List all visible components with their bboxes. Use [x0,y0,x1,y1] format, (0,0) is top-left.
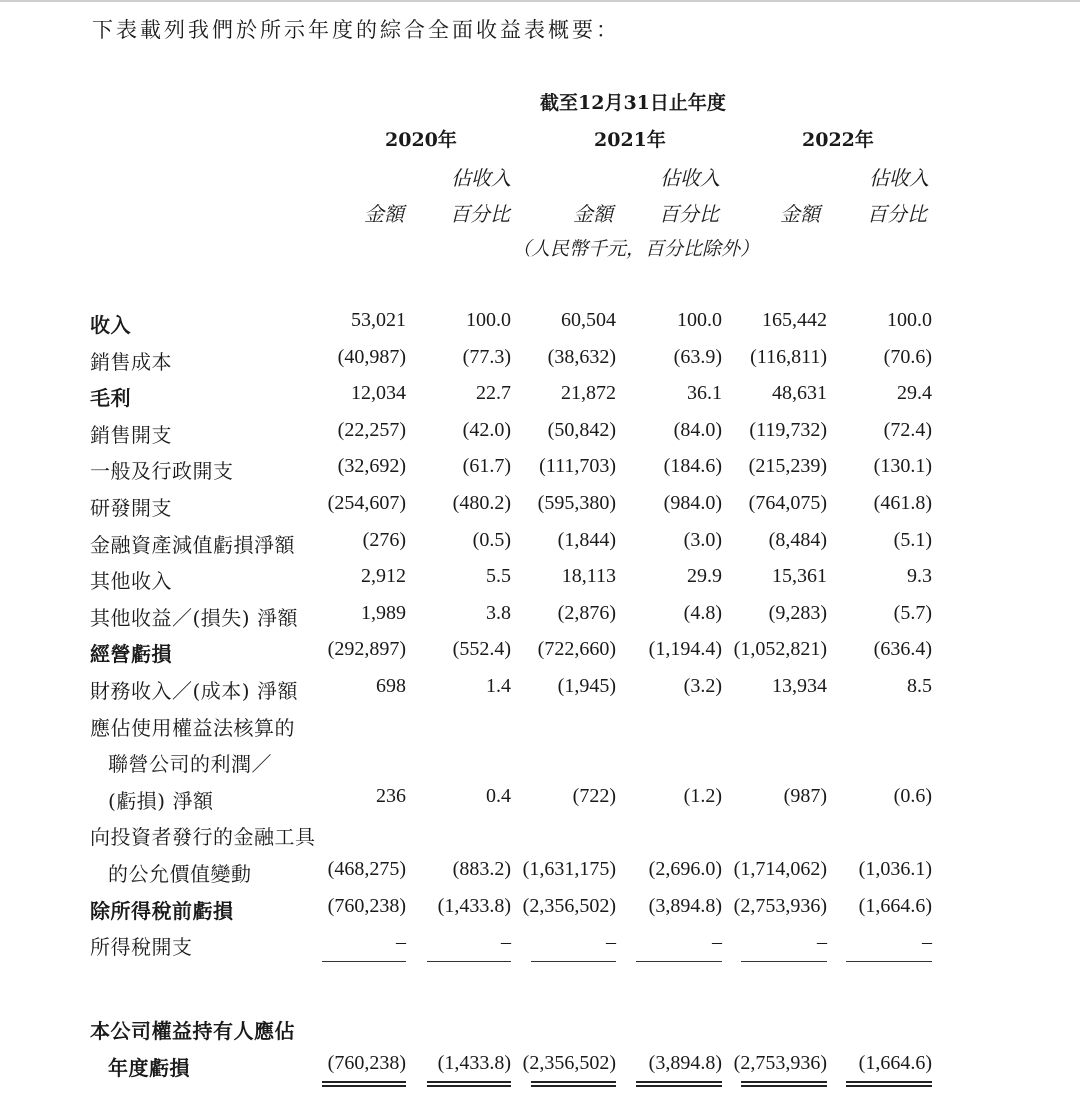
total-double-underline [741,1081,827,1087]
table-cell: (292,897) [327,638,406,661]
table-cell: (1,433.8) [437,894,511,917]
subtotal-underline [741,961,827,962]
row-label: 除所得稅前虧損 [90,898,234,923]
table-cell: (3,894.8) [648,894,722,917]
table-cell: 36.1 [687,382,722,405]
table-cell: (119,732) [749,418,827,441]
table-cell: (9,283) [768,601,827,624]
table-cell: (595,380) [537,492,616,514]
table-cell: 698 [376,675,406,697]
table-cell: (5.1) [893,528,932,551]
table-cell: (987) [783,784,827,807]
subtotal-underline [846,961,932,962]
amount-label-2022: 金額 [780,202,820,226]
pct-label2-2022: 百分比 [867,202,927,226]
amount-label-2021: 金額 [573,202,613,226]
row-label: 研發開支 [90,496,172,520]
table-cell: (636.4) [873,638,932,661]
table-cell: (1,945) [557,675,616,697]
table-cell: 18,113 [561,565,616,588]
period-header: 截至12月31日止年度 [540,92,726,114]
table-cell: (40,987) [337,345,406,368]
year-2021-header: 2021年 [594,129,666,151]
table-cell: (8,484) [768,528,827,551]
pct-label2-2021: 百分比 [659,202,719,226]
table-cell: – [712,931,722,954]
table-cell: (2,876) [557,601,616,624]
table-cell: 22.7 [476,382,511,405]
table-cell: (2,696.0) [648,858,722,880]
row-label: (虧損) 淨額 [108,788,214,813]
table-cell: 8.5 [907,675,932,697]
year-2020-header: 2020年 [385,129,457,151]
final-total-cell: (1,433.8) [437,1052,511,1074]
total-double-underline [636,1081,722,1087]
row-label: 一般及行政開支 [90,459,234,484]
row-label: 金融資產減值虧損淨額 [90,532,295,557]
row-label: 經營虧損 [90,642,172,667]
row-label: 其他收入 [90,569,172,594]
table-cell: 1.4 [486,675,511,697]
final-row-label: 本公司權益持有人應佔 [90,1019,295,1043]
row-label: 銷售開支 [90,422,172,447]
table-cell: (63.9) [673,345,722,368]
final-total-cell: (1,664.6) [858,1052,932,1074]
table-cell: – [606,931,616,954]
table-cell: – [922,931,932,954]
pct-label2-2020: 百分比 [450,202,510,226]
total-double-underline [531,1081,616,1087]
table-cell: (184.6) [663,455,722,478]
final-row-label: 年度虧損 [108,1056,190,1080]
table-cell: 2,912 [361,565,406,588]
table-cell: (84.0) [673,418,722,441]
table-cell: (1,631,175) [522,858,616,880]
table-cell: (883.2) [452,858,511,880]
table-cell: (2,753,936) [733,894,827,917]
pct-label-2022: 佔收入 [869,166,929,190]
subtotal-underline [531,961,616,962]
subtotal-underline [636,961,722,962]
row-label: 聯營公司的利潤／ [108,752,272,777]
table-cell: 29.4 [897,382,932,405]
table-cell: 236 [376,784,406,807]
table-cell: (276) [362,528,406,551]
year-2022-header: 2022年 [802,129,874,151]
table-cell: (116,811) [750,345,827,368]
table-cell: (480.2) [452,492,511,514]
table-cell: (760,238) [327,894,406,917]
table-cell: 100.0 [466,309,511,331]
table-cell: (72.4) [883,418,932,441]
intro-text: 下表載列我們於所示年度的綜合全面收益表概要： [92,18,620,42]
table-cell: (0.5) [472,528,511,551]
table-cell: (42.0) [462,418,511,441]
row-label: 的公允價值變動 [108,862,252,886]
table-cell: (4.8) [683,601,722,624]
table-cell: 60,504 [561,309,616,331]
table-cell: 21,872 [561,382,616,405]
row-label: 應佔使用權益法核算的 [90,715,295,740]
table-cell: 53,021 [351,309,406,331]
table-cell: (32,692) [337,455,406,478]
table-cell: (1,036.1) [858,858,932,880]
row-label: 財務收入／(成本) 淨額 [90,679,298,703]
table-cell: 12,034 [351,382,406,405]
table-cell: 48,631 [772,382,827,405]
table-cell: (1,664.6) [858,894,932,917]
table-cell: 13,934 [772,675,827,697]
table-cell: (215,239) [748,455,827,478]
row-label: 向投資者發行的金融工具 [90,825,316,850]
table-cell: 165,442 [762,309,827,331]
table-cell: 1,989 [361,601,406,624]
table-cell: (722) [572,784,616,807]
total-double-underline [427,1081,511,1087]
unit-note: （人民幣千元，百分比除外） [512,238,760,260]
table-cell: (3.2) [683,675,722,697]
table-cell: 15,361 [772,565,827,588]
table-cell: (70.6) [883,345,932,368]
table-cell: – [817,931,827,954]
pct-label-2021: 佔收入 [660,166,720,190]
table-cell: – [501,931,511,954]
row-label: 銷售成本 [90,349,172,374]
table-cell: (1,844) [557,528,616,551]
table-cell: (461.8) [873,492,932,514]
final-total-cell: (3,894.8) [648,1052,722,1074]
table-cell: (1,714,062) [733,858,827,880]
final-total-cell: (2,753,936) [733,1052,827,1074]
table-cell: (50,842) [547,418,616,441]
table-cell: (1.2) [683,784,722,807]
table-cell: (254,607) [327,492,406,514]
table-cell: 100.0 [887,309,932,331]
table-cell: 0.4 [486,784,511,807]
table-cell: (984.0) [663,492,722,514]
table-cell: (77.3) [462,345,511,368]
page-top-border [0,0,1080,2]
table-cell: (1,194.4) [648,638,722,661]
table-cell: (1,052,821) [733,638,827,661]
table-cell: 9.3 [907,565,932,588]
table-cell: (468,275) [327,858,406,880]
table-cell: (2,356,502) [522,894,616,917]
table-cell: 5.5 [486,565,511,588]
table-cell: (38,632) [547,345,616,368]
row-label: 收入 [90,313,131,337]
table-cell: – [396,931,406,954]
table-cell: (764,075) [748,492,827,514]
subtotal-underline [322,961,406,962]
final-total-cell: (760,238) [327,1052,406,1074]
row-label: 毛利 [90,386,131,411]
table-cell: (130.1) [873,455,932,478]
pct-label-2020: 佔收入 [451,166,511,190]
table-cell: (722,660) [537,638,616,661]
table-cell: (5.7) [893,601,932,624]
table-cell: (111,703) [539,455,616,478]
row-label: 其他收益／(損失) 淨額 [90,605,298,630]
table-cell: 29.9 [687,565,722,588]
table-cell: (552.4) [452,638,511,661]
amount-label-2020: 金額 [364,202,404,226]
total-double-underline [322,1081,406,1087]
final-total-cell: (2,356,502) [522,1052,616,1074]
table-cell: (0.6) [893,784,932,807]
subtotal-underline [427,961,511,962]
table-cell: 3.8 [486,601,511,624]
total-double-underline [846,1081,932,1087]
table-cell: (61.7) [462,455,511,478]
row-label: 所得稅開支 [90,935,193,960]
table-cell: (3.0) [683,528,722,551]
table-cell: 100.0 [677,309,722,331]
table-cell: (22,257) [337,418,406,441]
